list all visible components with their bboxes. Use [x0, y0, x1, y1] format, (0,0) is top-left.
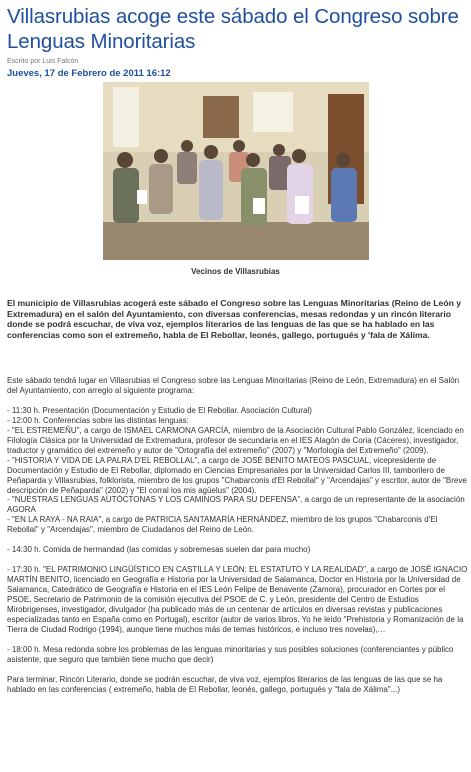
program-afternoon: - 17:30 h. "EL PATRIMONIO LINGÜÍSTICO EN CASTILLA Y LEÓN: EL ESTATUTO Y LA REALIDAD", a cargo de JOSÉ IGNACIO MARTÍN BENITO, licenciado en Geografía e Historia por la Universidad de Salamanca, Doctor en Historia por la Universidad de Salamanca, Catedrático de Geografía e Historia en el IES León Felipe de Benavente (Zamora), procurador en Cortes por el PSOE, Secretario de Patrimonio de la comisión ejecutiva del PSOE de C. y León, presidente del Centro de Estudios Mirobrigenses, investigador, divulgador (ha publicado más de un centenar de artículos en diversas revistas y publicaciones especializadas tanto en España como en Portugal), escritor (autor de varios libros. Yo he leído "Prehistoria y Romanización de la Tierra de Ciudad Rodrigo (1994), aunque tiene muchos más de temas históricos, e incluso tres novelas),…: [7, 565, 468, 634]
closing-paragraph: Para terminar, Rincón Literario, donde se podrán escuchar, de viva voz, ejemplos literarios de las lenguas de las que se ha hablado en las conferencias ( extremeño, habla de El Rebollar, leonés, gallego, portugués y "fala de Xálima"...): [7, 674, 443, 694]
article-body: [7, 376, 469, 695]
article-title: Villasrubias acoge este sábado el Congreso sobre Lenguas Minoritarias: [7, 5, 459, 53]
program-lunch: - 14:30 h. Comida de hermandad (las comidas y sobremesas suelen dar para mucho): [7, 545, 311, 555]
program-morning: - 11:30 h. Presentación (Documentación y Estudio de El Rebollar. Asociación Cultural) - 12:00 h. Conferencias sobre las distintas lenguas: - "EL ESTREMEÑU", a cargo de ISMAEL CARMONA GARCÍA, miembro de la Asociación Cultural Pablo González, licenciado en Filología Clásica por la Universidad de Extremadura, profesor de secundaria en el IES Alagón de Coria (Cáceres), investigador, traductor y gramático del extremeño y autor de "Ortografía del extremeño" (2007) y "Morfología del Extremeño" (2009). - "HISTORIA Y VIDA DE LA PALRA D'EL REBOLLAL", a cargo de JOSÉ BENITO MATEOS PASCUAL, vicepresidente de Documentación y Estudio de El Rebollar, diplomado en Ciencias Empresariales por la Universidad Carlos III, tamborilero de Peñaparda y Villasrubias, folklorista, miembro de los grupos "Chabarconis d'El Rebollal" y "Arcendajas" y escritor, autor de "Breve descripción de Peñaparda" (2002) y "El corral los mis agüelus" (2004). - "NUESTRAS LENGUAS AUTÓCTONAS Y LOS CAMINOS PARA SU DEFENSA", a cargo de un representante de la asociación AGORA - "EN LA RAYA - NA RAIA", a cargo de PATRICIA SANTAMARÍA HERNÁNDEZ, miembro de los grupos "Chabarconis d'El Rebollal" y "Arcendajas", miembro de Ciudadanos del Reino de León.: [7, 405, 467, 535]
intro-paragraph: Este sábado tendrá lugar en Villasrubias el Congreso sobre las Lenguas Minoritarias (Reino de León, Extremadura) en el Salón del Ayuntamiento, con arreglo al siguiente programa:: [7, 376, 460, 395]
publish-date: Jueves, 17 de Febrero de 2011 16:12: [7, 68, 171, 79]
article-photo: [103, 82, 369, 260]
photo-caption: Vecinos de Villasrubias: [191, 267, 280, 276]
group-photo-illustration: [103, 82, 369, 260]
lead-paragraph: El municipio de Villasrubias acogerá este sábado el Congreso sobre las Lenguas Minoritarias (Reino de León y Extremadura) en el salón del Ayuntamiento, con diversas conferencias, mesas redondas y un rincón literario donde se podrá escuchar, de viva voz, ejemplos literarios de las lenguas de las que se ha hablado en las conferencias como son el extremeño, habla de El Rebollar, leonés, gallego, portugués y 'fala de Xálima.: [7, 298, 462, 340]
byline: Escrito por Luis Falcón: [7, 58, 79, 65]
program-round-table: - 18:00 h. Mesa redonda sobre los problemas de las lenguas minoritarias y sus posibles soluciones (conferenciantes y público asistente, que seguro que también tiene mucho que decir): [7, 644, 454, 664]
